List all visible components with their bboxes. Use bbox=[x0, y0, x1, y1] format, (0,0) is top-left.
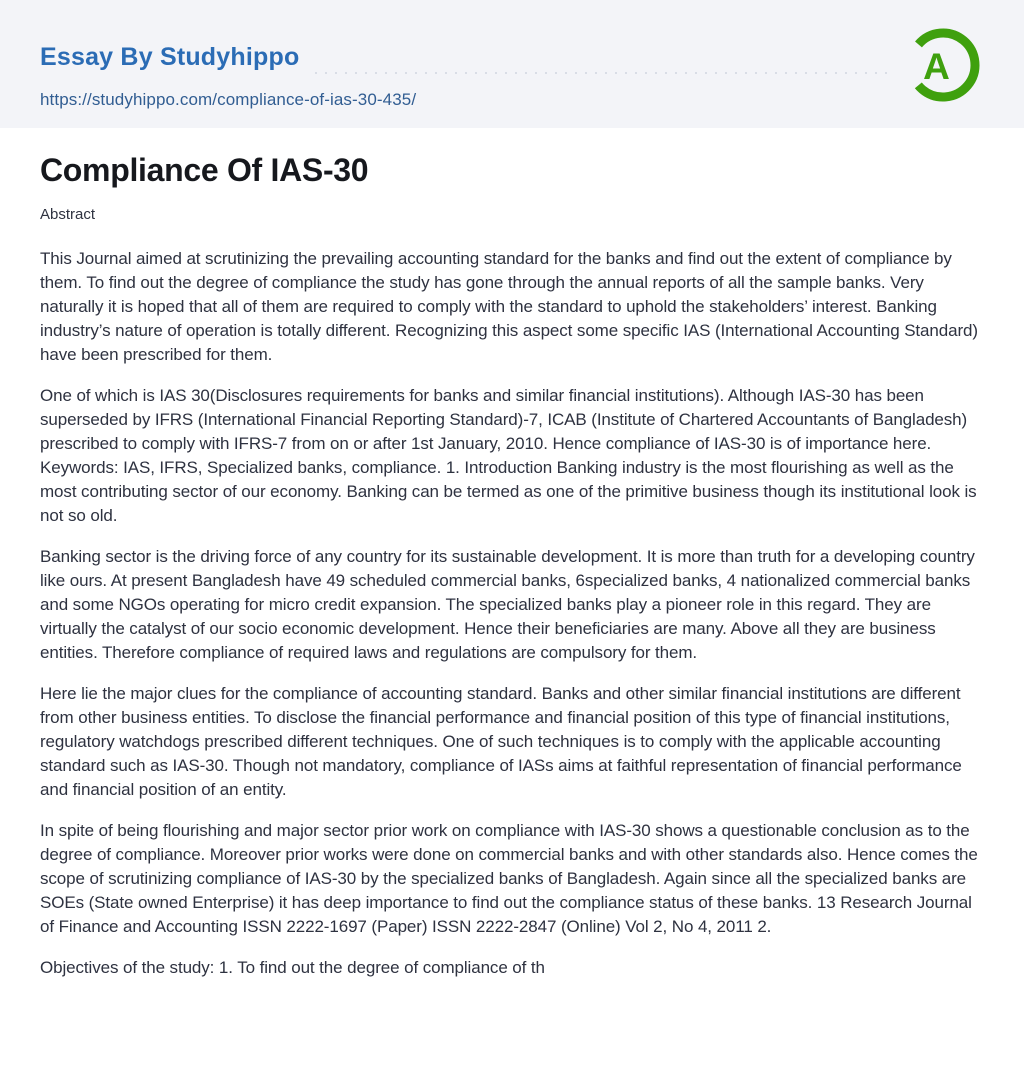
logo-letter: A bbox=[923, 45, 950, 87]
essay-content bbox=[0, 152, 1024, 980]
essay-paragraph-4: Here lie the major clues for the compliance of accounting standard. Banks and other similar financial institutions are different from other business entities. To disclose the financial performance and financial position of this type of financial institutions, regulatory watchdogs prescribed different techniques. One of such techniques is to comply with the applicable accounting standard such as IAS-30. Though not mandatory, compliance of IASs aims at faithful representation of financial performance and financial position of an entity. bbox=[40, 684, 962, 799]
site-title-row bbox=[40, 42, 902, 76]
site-header bbox=[0, 0, 1024, 128]
logo-letter-wrap bbox=[902, 24, 984, 106]
studyhippo-logo bbox=[902, 24, 984, 106]
essay-paragraph-1: This Journal aimed at scrutinizing the prevailing accounting standard for the banks and find out the extent of compliance by them. To find out the degree of compliance the study has gone through the annual reports of all the sample banks. Very naturally it is hoped that all of them are required to comply with the standard to uphold the stakeholders’ interest. Banking industry’s nature of operation is totally different. Recognizing this aspect some specific IAS (International Accounting Standard) have been prescribed for them. bbox=[40, 249, 978, 364]
header-row bbox=[40, 42, 984, 110]
essay-paragraph-6: Objectives of the study: 1. To find out the degree of compliance of th bbox=[40, 958, 545, 977]
essay-title: Compliance Of IAS-30 bbox=[40, 152, 369, 188]
essay-paragraph-2: One of which is IAS 30(Disclosures requirements for banks and similar financial institutions). Although IAS-30 has been superseded by IFRS (International Financial Reporting Standard)-7, ICAB (Institute of Chartered Accountants of Bangladesh) prescribed to comply with IFRS-7 from on or after 1st January, 2010. Hence compliance of IAS-30 is of importance here. Keywords: IAS, IFRS, Specialized banks, compliance. 1. Introduction Banking industry is the most flourishing as well as the most contributing sector of our economy. Banking can be termed as one of the primitive business though its institutional look is not so old. bbox=[40, 386, 977, 525]
essay-paragraph-5: In spite of being flourishing and major sector prior work on compliance with IAS-30 shows a questionable conclusion as to the degree of compliance. Moreover prior works were done on commercial banks and with other standards also. Hence comes the scope of scrutinizing compliance of IAS-30 by the specialized banks of Bangladesh. Again since all the specialized banks are SOEs (State owned Enterprise) it has deep importance to find out the compliance status of these banks. 13 Research Journal of Finance and Accounting ISSN 2222-1697 (Paper) ISSN 2222-2847 (Online) Vol 2, No 4, 2011 2. bbox=[40, 821, 978, 936]
dotted-divider bbox=[315, 72, 888, 74]
header-left bbox=[40, 42, 902, 110]
source-url-link[interactable]: https://studyhippo.com/compliance-of-ias-30-435/ bbox=[40, 90, 417, 109]
abstract-label: Abstract bbox=[40, 206, 96, 223]
site-title: Essay By Studyhippo bbox=[40, 43, 300, 71]
essay-paragraph-3: Banking sector is the driving force of any country for its sustainable development. It is more than truth for a developing country like ours. At present Bangladesh have 49 scheduled commercial banks, 6specialized banks, 4 nationalized commercial banks and some NGOs operating for micro credit expansion. The specialized banks play a pioneer role in this regard. They are virtually the catalyst of our socio economic development. Hence their beneficiaries are many. Above all they are business entities. Therefore compliance of required laws and regulations are compulsory for them. bbox=[40, 547, 975, 662]
